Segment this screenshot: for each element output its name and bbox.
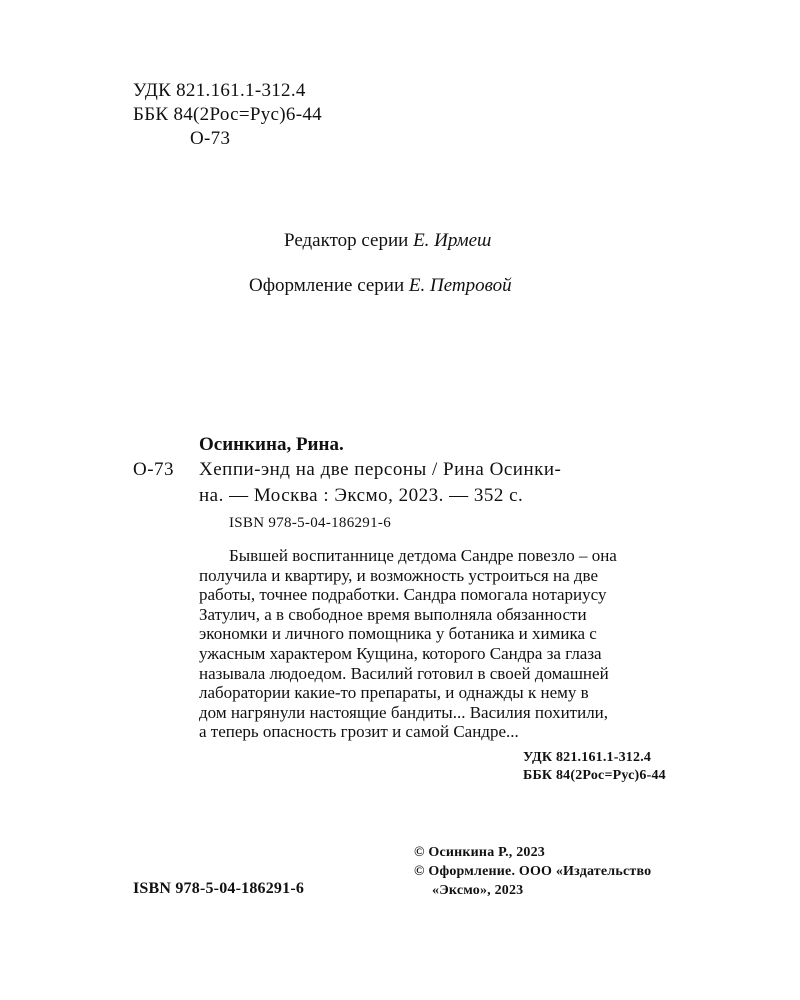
author-heading: Осинкина, Рина. — [199, 434, 344, 455]
left-author-mark: О-73 — [133, 459, 175, 480]
series-design-credit — [249, 275, 512, 297]
annotation-line: лаборатории какие-то препараты, и однажды к нему в — [199, 683, 589, 703]
right-udk-code: УДК 821.161.1-312.4 — [523, 750, 652, 765]
bottom-isbn: ISBN 978-5-04-186291-6 — [133, 880, 305, 897]
bbk-code: ББК 84(2Рос=Рус)6-44 — [133, 104, 322, 125]
annotation-line: экономки и личного помощника у ботаника и химика с — [199, 624, 597, 644]
copyright-author: © Осинкина Р., 2023 — [414, 845, 545, 860]
copyright-design-line-2: «Эксмо», 2023 — [432, 883, 524, 898]
series-editor-credit — [284, 230, 491, 252]
annotation-line: получила и квартиру, и возможность устроиться на две — [199, 565, 599, 585]
annotation — [199, 546, 706, 742]
right-bbk-code: ББК 84(2Рос=Рус)6-44 — [523, 768, 666, 783]
editor-name: Е. Ирмеш — [413, 230, 492, 251]
udk-code: УДК 821.161.1-312.4 — [133, 80, 306, 101]
title-line-2: на. — Москва : Эксмо, 2023. — 352 с. — [199, 485, 524, 506]
annotation-line: дом нагрянули настоящие бандиты... Василия похитили, — [199, 702, 609, 722]
annotation-line: ужасным характером Кущина, которого Сандра за глаза — [199, 643, 602, 663]
editor-label: Редактор серии — [284, 230, 409, 251]
title-line-1: Хеппи-энд на две персоны / Рина Осинки- — [199, 459, 562, 480]
entry-isbn: ISBN 978-5-04-186291-6 — [229, 515, 392, 531]
annotation-line: называла людоедом. Василий готовил в своей домашней — [199, 663, 609, 683]
annotation-line: Затулич, а в свободное время выполняла обязанности — [199, 604, 587, 624]
author-mark: О-73 — [190, 128, 231, 149]
annotation-line: работы, точнее подработки. Сандра помогала нотариусу — [199, 585, 607, 605]
design-label: Оформление серии — [249, 275, 405, 296]
copyright-design-line-1: © Оформление. ООО «Издательство — [414, 864, 652, 879]
annotation-line: а теперь опасность грозит и самой Сандре... — [199, 722, 519, 742]
design-name: Е. Петровой — [408, 275, 512, 296]
annotation-line: Бывшей воспитаннице детдома Сандре повезло – она — [229, 546, 617, 565]
